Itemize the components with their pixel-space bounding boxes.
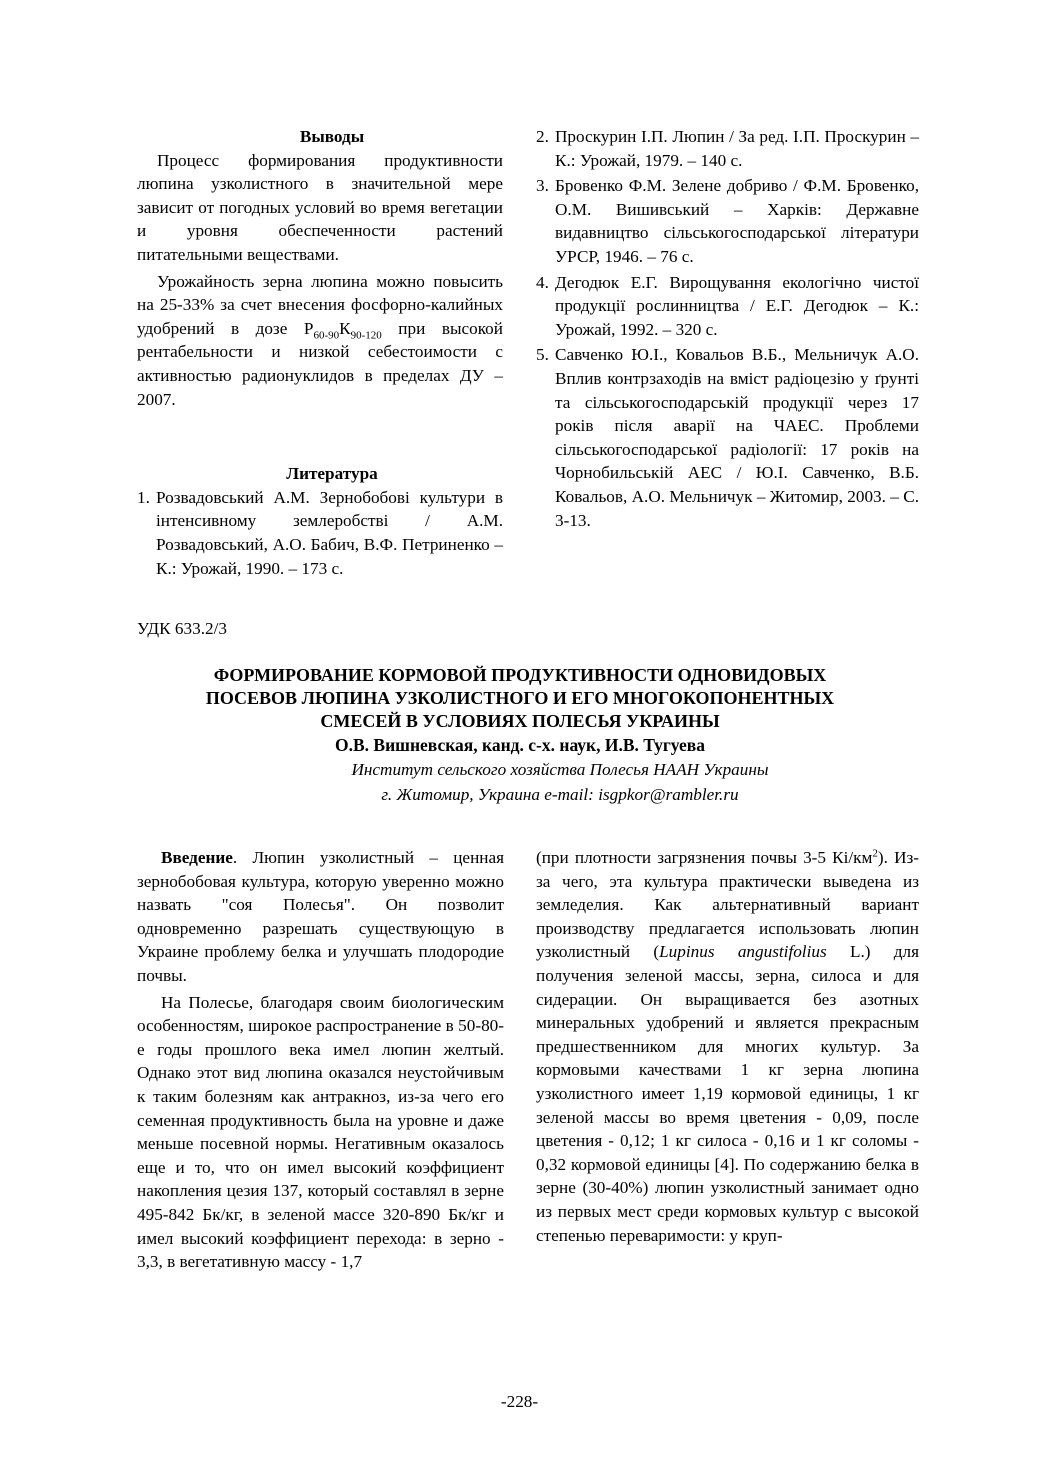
reference-number: 2. [536,127,549,146]
literature-heading: Литература [286,464,378,484]
reference-text: Савченко Ю.І., Ковальов В.Б., Мельничук А.О. Вплив контрзаходів на вміст радіоцезію у ґрунті та сільськогосподарській продукції через 17 років після аварії на ЧАЕС. Проблеми сільськогосподарської радіології: 17 років на Чорнобильській АЕС / Ю.І. Савченко, В.Б. Ковальов, А.О. Мельничук – Житомир, 2003. – С. 3-13. [555,345,919,530]
article-institute: Институт сельского хозяйства Полесья НААН Украины [351,760,769,779]
conclusions-paragraph: Процесс формирования продуктивности люпина узколистного в значительной мере зависит от погодных условий во время вегетации и уровня обеспеченности растений питательными веществами. [137,150,503,264]
conclusions-column [137,125,503,582]
intro-label: Введение [161,848,233,867]
conclusions-text: Урожайность зерна люпина можно повысить на 25-33% за счет внесения фосфорно-калийных удобрений в дозе [137,271,503,338]
intro-text: . Люпин узколистный – ценная зернобобовая культура, которую уверенно можно назвать "соя Полесья". Он позволит одновременно разрешать существующую в Украине проблему белка и улучшать плодородие почвы. [137,848,504,985]
article-title [100,664,940,733]
formula-k-sub: 90-120 [350,329,382,342]
body-text: L.) для получения зеленой массы, зерна, силоса и для сидерации. Он выращивается без азотных минеральных удобрений и является прекрасным предшественником для многих культур. За кормовыми качествами 1 кг зерна люпина узколистного имеет 1,19 кормовой единицы, 1 кг зеленой массы во время цветения - 0,09, после цветения - 0,12; 1 кг силоса - 0,16 и 1 кг соломы - 0,32 кормовой единицы [4]. По содержанию белка в зерне (30-40%) люпин узколистный занимает одно из первых мест среди кормовых культур с высокой степенью переваримости: у круп- [536,942,920,1245]
reference-number: 5. [536,345,549,365]
reference-item [536,343,919,532]
formula-p: Р [303,318,314,338]
latin-name: Lupinus angustifolius [659,942,827,962]
reference-text: Розвадовський А.М. Зернобобові культури в інтенсивному землеробстві / А.М. Розвадовський, А.О. Бабич, В.Ф. Петриненко – К.: Урожай, 1990. – 173 с. [156,487,503,578]
reference-text: Проскурин І.П. Люпин / За ред. І.П. Проскурин – К.: Урожай, 1979. – 140 с. [555,127,919,170]
formula-k: К [339,318,351,338]
reference-text: Дегодюк Е.Г. Вирощування екологічно чистої продукції рослинництва / Е.Г. Дегодюк – К.: Урожай, 1992. – 320 с. [555,272,919,339]
reference-number: 4. [536,272,549,292]
conclusions-heading: Выводы [299,127,365,146]
reference-number: 1. [137,487,150,507]
article-authors: О.В. Вишневская, канд. с-х. наук, И.В. Тугуева [335,735,705,755]
reference-text: Бровенко Ф.М. Зелене добриво / Ф.М. Бровенко, О.М. Вишивський – Харків: Державне видавництво сільськогосподарської літератури УРСР, 1946. – 76 с. [555,176,919,266]
reference-number: 3. [536,176,549,196]
udk-code: УДК 633.2/3 [137,619,227,638]
reference-item [536,271,919,342]
reference-item [536,174,919,268]
formula-p-sub: 60-90 [313,329,340,342]
reference-list [536,125,919,532]
body-right-column [536,846,919,1247]
article-location: г. Житомир, Украина e-mail: isgpkor@rambler.ru [381,785,739,804]
body-text: ). Из-за чего, эта культура практически выведена из земледелия. Как альтернативный вариант производству предлагается использовать люпин узколистный ( [536,848,919,962]
title-line: СМЕСЕЙ В УСЛОВИЯХ ПОЛЕСЬЯ УКРАИНЫ [320,711,720,731]
reference-item [137,486,503,580]
superscript: 2 [872,847,878,860]
references-column [536,125,919,534]
reference-item [536,125,919,172]
article-header [100,664,940,807]
title-line: ПОСЕВОВ ЛЮПИНА УЗКОЛИСТНОГО И ЕГО МНОГОКОПОНЕНТНЫХ [205,688,835,708]
conclusions-text: при высокой рентабельности и низкой себестоимости с активностью радионуклидов в пределах ДУ – 2007. [137,318,503,409]
body-paragraph [536,846,919,1247]
page-number: -228- [500,1392,539,1411]
body-paragraph: На Полесье, благодаря своим биологическим особенностям, широкое распространение в 50-80-е годы прошлого века имел люпин желтый. Однако этот вид люпина оказался неустойчивым к таким болезням как антракноз, из-за чего его семенная продуктивность была на уровне и даже меньше посевной нормы. Негативным оказалось еще и то, что он имел высокий коэффициент накопления цезия 137, который составлял в зерне 495-842 Бк/кг, в зеленой массе 320-890 Бк/кг и имел высокий коэффициент перехода: в зерно - 3,3, в вегетативную массу - 1,7 [137,992,504,1272]
title-line: ФОРМИРОВАНИЕ КОРМОВОЙ ПРОДУКТИВНОСТИ ОДНОВИДОВЫХ [213,665,827,685]
body-text: (при плотности загрязнения почвы 3-5 Кі/км [536,848,873,867]
intro-paragraph [137,846,504,988]
body-left-column [137,846,504,1274]
reference-list [137,486,503,580]
conclusions-paragraph [137,270,503,412]
